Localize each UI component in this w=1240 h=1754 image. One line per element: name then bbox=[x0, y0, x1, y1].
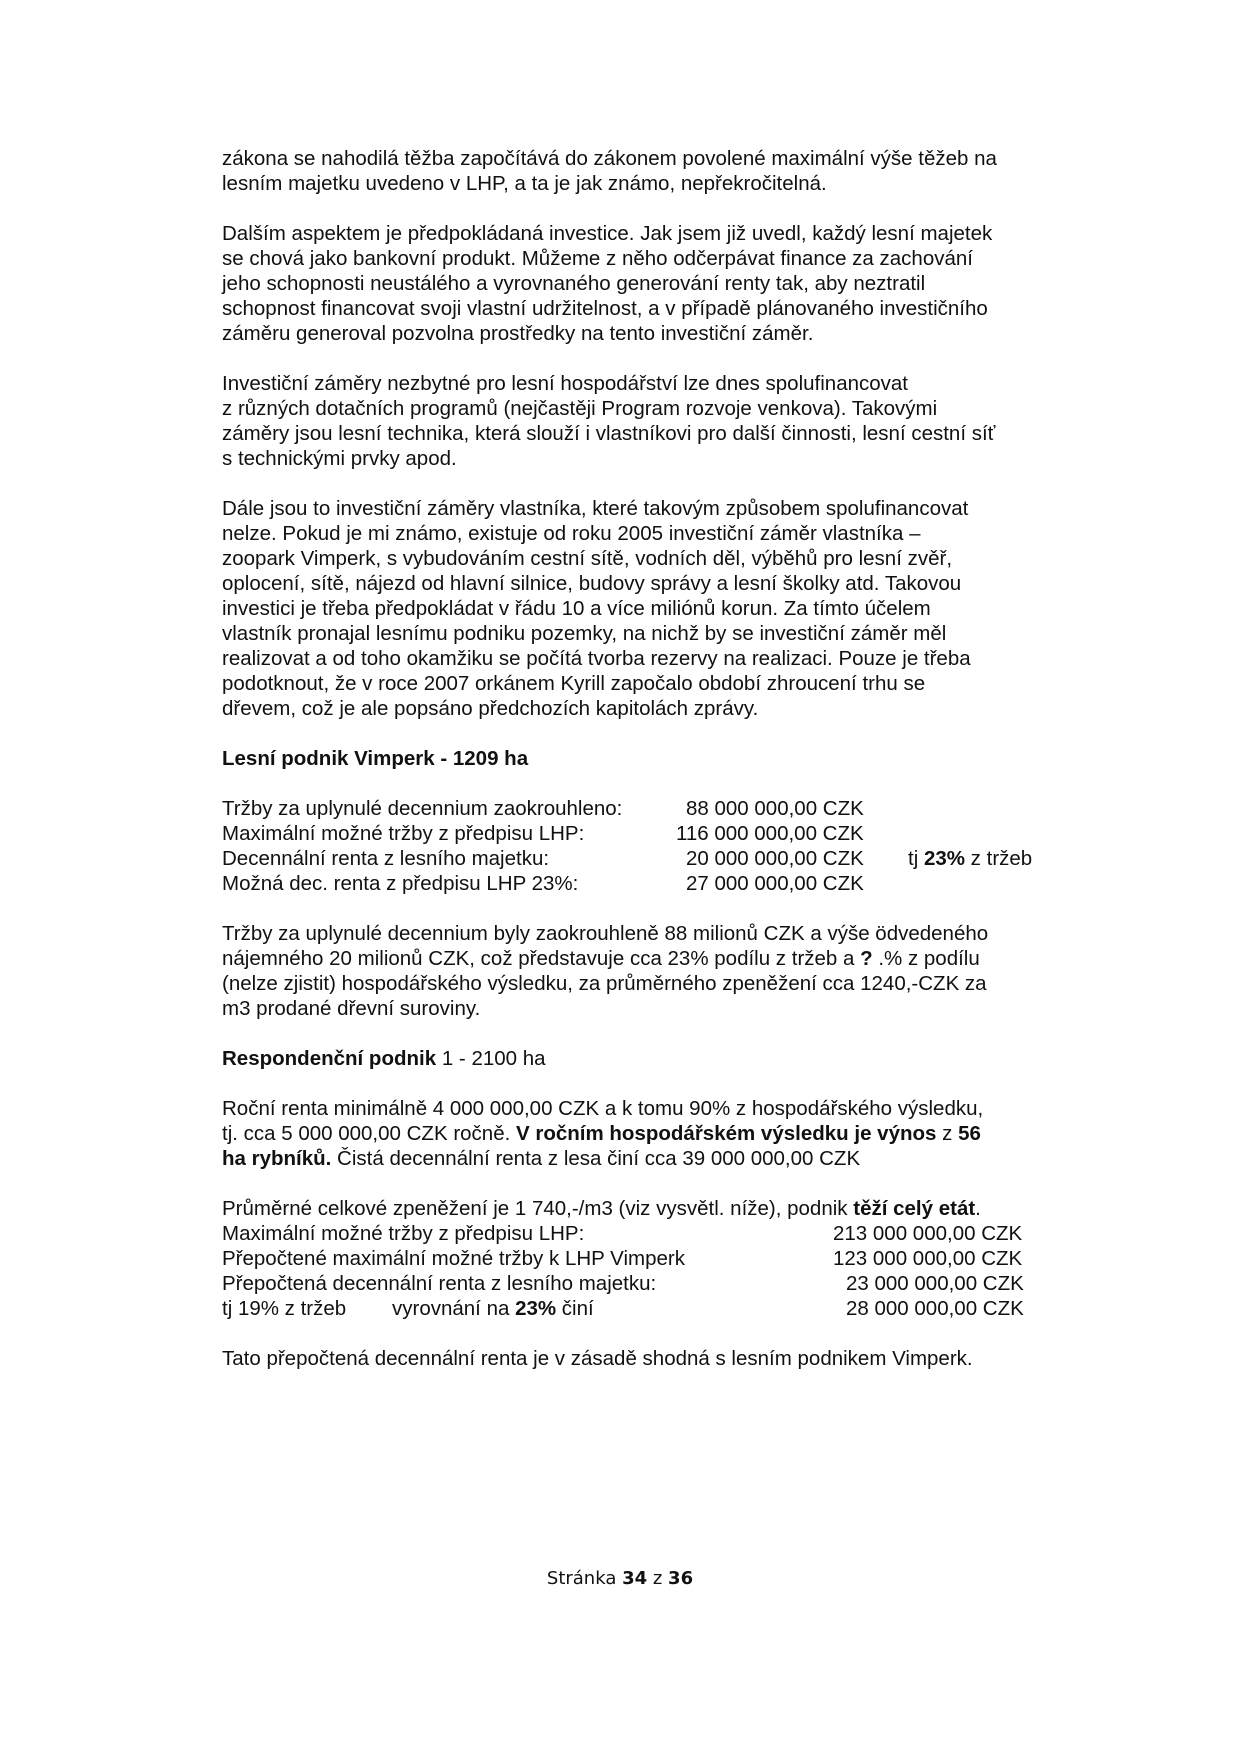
text-run: Čistá decennální renta z lesa činí cca 39 000 000,00 CZK bbox=[331, 1147, 861, 1170]
row-value: 123 000 000,00 CZK bbox=[833, 1247, 1023, 1270]
text-line: schopnost financovat svoji vlastní udržitelnost, a v případě plánovaného investičního bbox=[222, 297, 988, 320]
row-label-secondary bbox=[392, 1296, 594, 1321]
text-line: záměry jsou lesní technika, která slouží i vlastníkovi pro další činnosti, lesní cestní síť bbox=[222, 422, 996, 445]
paragraph-zoopark bbox=[222, 496, 1102, 721]
text-line: realizovat a od toho okamžiku se počítá tvorba rezervy na realizaci. Pouze je třeba bbox=[222, 647, 971, 670]
total-page-count: 36 bbox=[668, 1568, 694, 1589]
table-row bbox=[222, 846, 1102, 871]
text-run: z bbox=[936, 1122, 959, 1145]
text-line: m3 prodané dřevní suroviny. bbox=[222, 997, 481, 1020]
paragraph-subsidies bbox=[222, 371, 1102, 471]
text-line: (nelze zjistit) hospodářského výsledku, za průměrného zpeněžení cca 1240,-CZK za bbox=[222, 972, 987, 995]
section-heading-respondent bbox=[222, 1046, 1102, 1071]
text-line: Investiční záměry nezbytné pro lesní hospodářství lze dnes spolufinancovat bbox=[222, 372, 908, 395]
share-percent: 23% bbox=[923, 847, 965, 870]
row-value: 88 000 000,00 CZK bbox=[686, 797, 864, 820]
average-price-line bbox=[222, 1196, 1102, 1221]
text-line: zoopark Vimperk, s vybudováním cestní sítě, vodních děl, výběhů pro lesní zvěř, bbox=[222, 547, 953, 570]
row-label: Maximální možné tržby z předpisu LHP: bbox=[222, 1222, 585, 1245]
share-note-prefix: tj bbox=[908, 847, 924, 870]
text-run: Průměrné celkové zpeněžení je 1 740,-/m3 (viz vysvětl. níže), podnik bbox=[222, 1197, 854, 1220]
row-value: 27 000 000,00 CZK bbox=[686, 872, 864, 895]
text-line: oplocení, sítě, nájezd od hlavní silnice, budovy správy a lesní školky atd. Takovou bbox=[222, 572, 962, 595]
text-line: s technickými prvky apod. bbox=[222, 447, 457, 470]
paragraph-conclusion: Tato přepočtená decennální renta je v zásadě shodná s lesním podnikem Vimperk. bbox=[222, 1347, 973, 1370]
text-line: vlastník pronajal lesnímu podniku pozemky, na nichž by se investiční záměr měl bbox=[222, 622, 947, 645]
table-row bbox=[222, 1271, 1102, 1296]
row-share-note bbox=[908, 846, 1032, 871]
row-label: Přepočtené maximální možné tržby k LHP Vimperk bbox=[222, 1247, 685, 1270]
text-line: investici je třeba předpokládat v řádu 10 a více miliónů korun. Za tímto účelem bbox=[222, 597, 931, 620]
text-run-bold: ha rybníků. bbox=[222, 1147, 332, 1170]
text-line bbox=[222, 946, 1102, 971]
text-line: nelze. Pokud je mi známo, existuje od roku 2005 investiční záměr vlastníka – bbox=[222, 522, 921, 545]
text-line: Tržby za uplynulé decennium byly zaokrouhleně 88 milionů CZK a výše ödvedeného bbox=[222, 922, 989, 945]
heading-bold: Respondenční podnik bbox=[222, 1047, 437, 1070]
text-line: z různých dotačních programů (nejčastěji Program rozvoje venkova). Takovými bbox=[222, 397, 938, 420]
text-run: .% z podílu bbox=[878, 947, 980, 970]
heading-rest: 1 - 2100 ha bbox=[436, 1047, 546, 1070]
row-label: Tržby za uplynulé decennium zaokrouhleno: bbox=[222, 797, 623, 820]
text-line: záměru generoval pozvolna prostředky na tento investiční záměr. bbox=[222, 322, 814, 345]
paragraph-investment bbox=[222, 221, 1102, 346]
text-line: Dalším aspektem je předpokládaná investice. Jak jsem již uvedl, každý lesní majetek bbox=[222, 222, 993, 245]
row-value: 116 000 000,00 CZK bbox=[676, 822, 864, 845]
text-run-bold: 56 bbox=[958, 1122, 981, 1145]
text-line: zákona se nahodilá těžba započítává do zákonem povolené maximální výše těžeb na bbox=[222, 147, 997, 170]
table-row bbox=[222, 1221, 1102, 1246]
text-line: lesním majetku uvedeno v LHP, a ta je jak známo, nepřekročitelná. bbox=[222, 172, 827, 195]
unknown-marker: ? bbox=[860, 947, 879, 970]
text-run: tj. cca 5 000 000,00 CZK ročně. bbox=[222, 1122, 516, 1145]
text-run: . bbox=[975, 1197, 981, 1220]
row-value: 23 000 000,00 CZK bbox=[846, 1272, 1024, 1295]
text-run-bold: V ročním hospodářském výsledku je výnos bbox=[516, 1122, 937, 1145]
row-label: Decennální renta z lesního majetku: bbox=[222, 847, 550, 870]
text-line: podotknout, že v roce 2007 orkánem Kyrill započalo období zhroucení trhu se bbox=[222, 672, 926, 695]
row-label: Přepočtená decennální renta z lesního majetku: bbox=[222, 1272, 657, 1295]
table-row bbox=[222, 821, 1102, 846]
text-line: Dále jsou to investiční záměry vlastníka, které takovým způsobem spolufinancovat bbox=[222, 497, 969, 520]
footer-prefix: Stránka bbox=[546, 1568, 623, 1589]
text-line bbox=[222, 1196, 981, 1221]
table-row bbox=[222, 1296, 1102, 1321]
table-row bbox=[222, 796, 1102, 821]
section-heading-vimperk: Lesní podnik Vimperk - 1209 ha bbox=[222, 747, 529, 770]
text-run-bold: těží celý etát bbox=[853, 1197, 976, 1220]
text-line bbox=[222, 1146, 1102, 1171]
row-label: tj 19% z tržeb bbox=[222, 1297, 347, 1320]
text-run: činí bbox=[556, 1297, 594, 1320]
page-footer bbox=[0, 1568, 1240, 1589]
row-label: Maximální možné tržby z předpisu LHP: bbox=[222, 822, 585, 845]
revenue-table-respondent bbox=[222, 1196, 1102, 1321]
share-note-suffix: z tržeb bbox=[964, 847, 1033, 870]
text-line: Roční renta minimálně 4 000 000,00 CZK a k tomu 90% z hospodářského výsledku, bbox=[222, 1097, 984, 1120]
text-run: nájemného 20 milionů CZK, což představuje cca 23% podílu z tržeb a bbox=[222, 947, 861, 970]
text-run-bold: 23% bbox=[515, 1297, 557, 1320]
text-line bbox=[222, 1121, 1102, 1146]
row-label: Možná dec. renta z předpisu LHP 23%: bbox=[222, 872, 579, 895]
revenue-table-vimperk bbox=[222, 796, 1102, 896]
text-line: dřevem, což je ale popsáno předchozích kapitolách zprávy. bbox=[222, 697, 759, 720]
text-line: jeho schopnosti neustálého a vyrovnaného generování renty tak, aby neztratil bbox=[222, 272, 926, 295]
text-run: vyrovnání na bbox=[392, 1297, 516, 1320]
text-line: se chová jako bankovní produkt. Můžeme z něho odčerpávat finance za zachování bbox=[222, 247, 973, 270]
table-row bbox=[222, 871, 1102, 896]
row-value: 28 000 000,00 CZK bbox=[846, 1297, 1024, 1320]
paragraph-vimperk-summary bbox=[222, 921, 1102, 1021]
row-value: 213 000 000,00 CZK bbox=[833, 1222, 1023, 1245]
paragraph-respondent-rent bbox=[222, 1096, 1102, 1171]
paragraph-harvest-limit bbox=[222, 146, 1102, 196]
row-value: 20 000 000,00 CZK bbox=[686, 847, 864, 870]
footer-middle: z bbox=[647, 1568, 669, 1589]
page-content bbox=[222, 146, 1102, 1396]
table-row bbox=[222, 1246, 1102, 1271]
current-page-number: 34 bbox=[622, 1568, 648, 1589]
